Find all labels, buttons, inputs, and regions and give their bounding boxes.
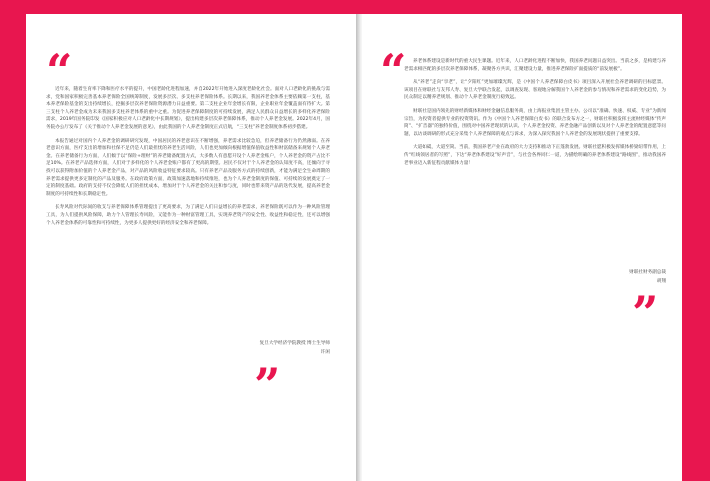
left-paragraph-1: 近年来，随着生育率下降和医疗水平的提升，中国老龄化进程加速，并自2022年开始进入深度老龄化社会。面对人口老龄化的挑战与需求，党和国家积极完善基本养老保险全国统筹制度，发展多层次、多支柱养老保险体系。长期以来，我国养老金体系主要依赖第一支柱，基本养老保险基金的支出持续增长，挖掘多层次养老保险资源潜力日益重要。第二支柱企业年金增长有限，企业职业年金覆盖面有待扩大。第三支柱个人养老金成为未来我国多支柱养老体系的重中之重。为促进养老保障制度的可持续发展，满足人民群众日益增长的多样化养老保险需求，2019年国务院印发《国家积极应对人口老龄化中长期规划》，提出构建多层次养老保障体系，推动个人养老金发展。2022年4月，国务院办公厅发布了《关于推动个人养老金发展的意见》，由此我国的个人养老金制度正式启航，“三支柱”养老金制度体系初步搭建。 <box>46 87 330 130</box>
right-signature <box>566 268 666 286</box>
left-signature <box>150 339 330 357</box>
left-page <box>26 14 358 481</box>
left-open-quote-mark: “ <box>46 44 67 98</box>
left-signature-name: 许闲 <box>320 350 330 355</box>
left-close-quote-mark: ” <box>254 358 275 412</box>
right-open-quote-mark: “ <box>380 44 401 98</box>
right-paragraph-1: 养老体系建设是新时代的重大民生课题。近年来，人口老龄化进程不断加快，我国养老问题日益突出。当前之多，是构建与养老需求相匹配的多层次养老保障体系，凝聚各方共识，汇聚建设力量，推进养老保险扩面提质的“前发展板”。 <box>404 59 666 72</box>
left-signature-title: 复旦大学经济学院教授 博士生导师 <box>259 341 330 346</box>
right-text-block <box>404 58 666 173</box>
right-close-quote-mark: ” <box>632 286 653 340</box>
left-paragraph-3: 长寿风险对代际间的收支与养老保障体系管理提出了更高要求，为了满足人们日益增长的养老需求，养老保险既可以作为一种风险管理工具，为人们提供风险保障，助力个人管理长寿风险，又能作为一种财富管理工具，实现养老资产的安全性、收益性和稳定性，还可以增强个人养老金体系的可靠性和可持续性，为更多人提供更好的经济安全和养老保障。 <box>46 205 330 226</box>
left-paragraph-2: 本报告通过对国内个人养老金的调研研究发现，中国居民的养老意识在不断增强，养老需求比较急迫，但养老储备行为仍然薄弱。在养老意识方面，医疗支出的增加和社保不足仍是人们最担忧的养老生活风险，人们也更加倾向根据增值保值收益性和财富储备来规划个人养老金。在养老储备行为方面，人们倾于以“保险+理财”的养老储备配置方式，大多数人有意愿开设个人养老金账户，个人养老金的资产占比不足10%。在养老产品选择方面，人们对于多样化的个人养老金账户都有了更高的期望。居民不仅对于个人养老金的认知度不高，还倾向于寻找可以获得附加价值的个人养老金产品，对产品的风险收益特征要求较高。只有养老产品及服务方式的持续创新，才能为满足全生命周期的养老需求提供更多定制化的产品及服务。在政府政策方面，政策加速落地和持续推进，也为个人养老金制度的保值、可持续的发展奠定了一定的制度基础。政府的支持不仅会降低人们的担忧成本，增加对于个人养老金的关注和参与度，同时也带来资产品的迭代发展，提高养老金制度的可持续性和长期稳定性。 <box>46 138 330 197</box>
right-paragraph-3: 财联社是国内领先的财经新媒体和财经金融信息服务商，由上海报业集团主管主办。公司以“准确、快速、权威、专业”为新闻宗旨，为投资者提供专业的投资资讯。作为《中国个人养老保障白皮书》的联合发布方之一，财联社积极发挥主流财经媒体“传声筒”、“扩音器”的独特价值，围绕对中国养老现状的认识、个人养老金投资、养老金融产品创新以及对个人养老金的配置意愿等问题，以访谈调研的形式充分采集个人养老保障的观点与诉求，为深入探究我国个人养老金的发展现状提供了重要支撑。 <box>404 108 666 137</box>
right-signature-title: 财联社财务副总裁 <box>629 270 666 275</box>
right-signature-name: 胡翔 <box>656 279 666 284</box>
right-paragraph-2: 从“养老”走向“享老”，让“夕阳红”更加璀璨光辉，是《中国个人养老保障白皮书》项目深入开展社会养老调研的目标愿景。该项目在财联社与友邦人寿、复旦大学联合发起，以调查发现、客观地分解我国个人养老金的参与情况和养老需求的变化趋势，为民众制定以精养老规划、推动个人养老金制度行稳致远。 <box>404 80 666 101</box>
right-paragraph-4: 大道如砥，大道至简。当前，我国养老产业在政府的大力支持和推动下正蓬勃发展。财联社愿积极发挥媒体桥梁纽带作用，上传“红线领居者的写照”，下达“养老体系建设”好声音”，与社会各界同仁一道，为描绘明确的养老体系建设“路线图”，推动我国养老事业迈入新征程贡献媒体力量！ <box>404 145 666 166</box>
left-text-block <box>46 86 330 233</box>
